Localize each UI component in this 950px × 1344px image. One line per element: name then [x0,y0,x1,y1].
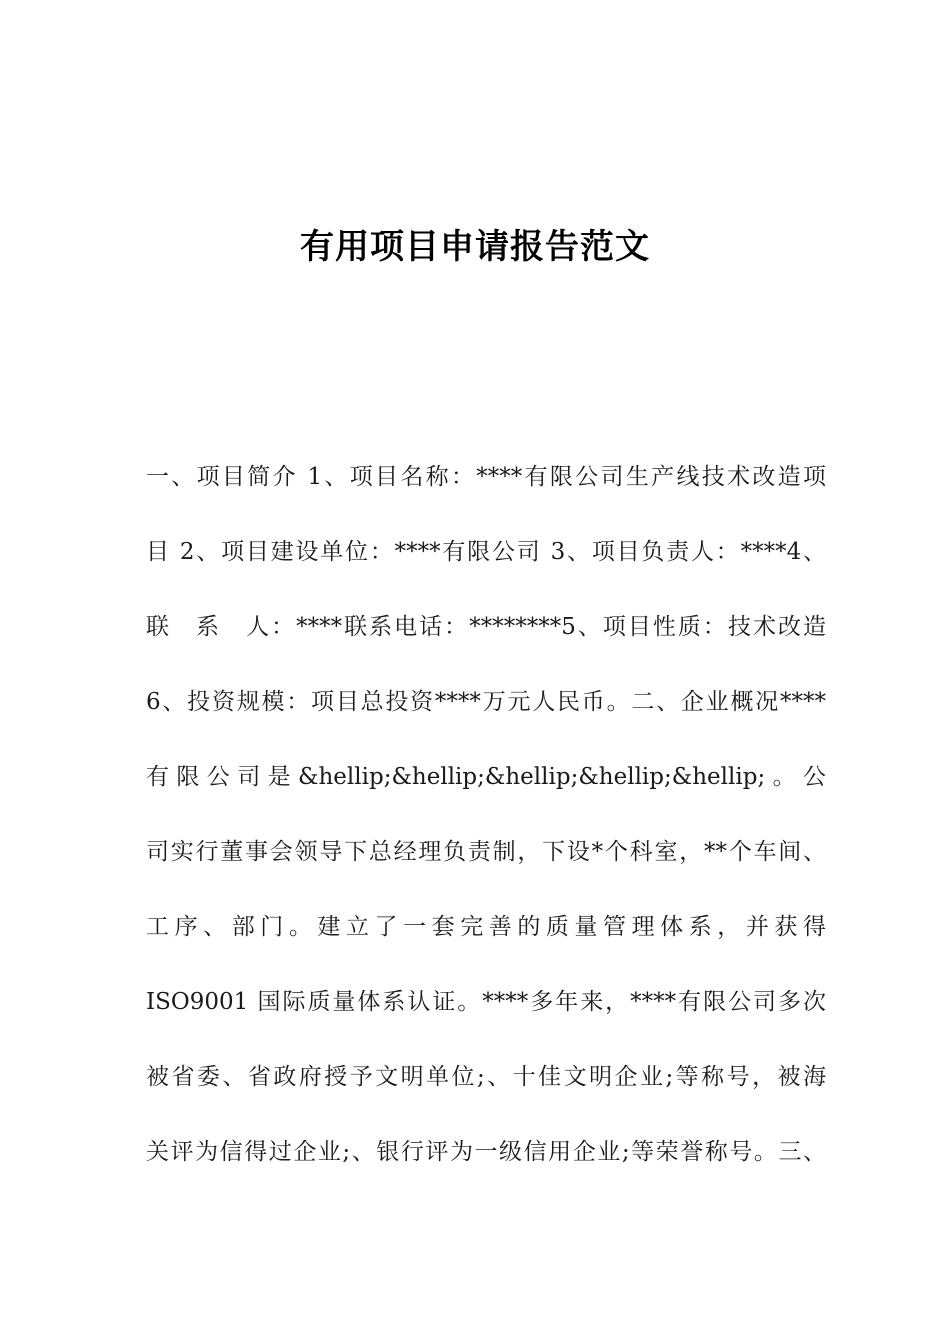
body-line: 司实行董事会领导下总经理负责制，下设*个科室，**个车间、 [146,839,826,865]
body-line: ISO9001 国际质量体系认证。****多年来，****有限公司多次 [146,989,826,1015]
body-line: 被省委、省政府授予文明单位;、十佳文明企业;等称号，被海 [146,1064,826,1090]
body-line: 目 2、项目建设单位：****有限公司 3、项目负责人：****4、 [146,539,826,565]
body-line: 一、项目简介 1、项目名称：****有限公司生产线技术改造项 [146,464,826,490]
document-body [146,452,826,1202]
body-line: 有限公司是&hellip;&hellip;&hellip;&hellip;&hellip;。公 [146,764,826,790]
document-title: 有用项目申请报告范文 [300,227,650,267]
body-line: 联 系 人：****联系电话：********5、项目性质：技术改造 [146,614,826,640]
body-line: 关评为信得过企业;、银行评为一级信用企业;等荣誉称号。三、 [146,1139,826,1165]
body-line: 工序、部门。建立了一套完善的质量管理体系，并获得 [146,914,826,940]
body-line: 6、投资规模：项目总投资****万元人民币。二、企业概况**** [146,689,826,715]
